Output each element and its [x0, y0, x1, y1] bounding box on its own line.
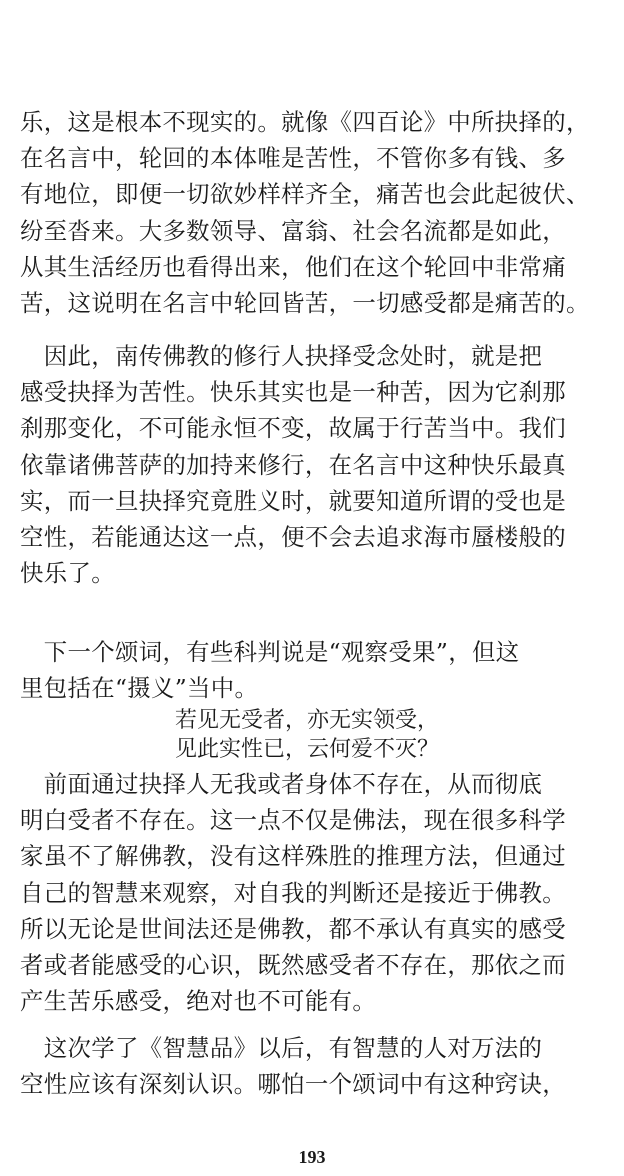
paragraph-samsara-suffering: 乐，这是根本不现实的。就像《四百论》中所抉择的， 在名言中，轮回的本体唯是苦性，不管你多有钱、多 有地位，即便一切欲妙样样齐全，痛苦也会此起彼伏、 纷至沓来。大多数领导、富翁、社会名流都是如此， 从其生活经历也看得出来，他们在这个轮回中非常痛 苦，这说明在名言中轮回皆苦，一切感受都是痛苦的。: [20, 108, 590, 318]
paragraph-next-verse-intro: 下一个颂词，有些科判说是“观察受果”，但这 里包括在“摄义”当中。: [20, 638, 520, 703]
verse-quote: 若见无受者，亦无实领受， 见此实性已，云何爱不灭？: [175, 708, 440, 762]
paragraph-no-experiencer: 前面通过抉择人无我或者身体不存在，从而彻底 明白受者不存在。这一点不仅是佛法，现在很多科学 家虽不了解佛教，没有这样殊胜的推理方法，但通过 自己的智慧来观察，对自我的判断还是接近于佛教。 所以无论是世间法还是佛教，都不承认有真实的感受 者或者能感受的心识，既然感受者不存在，那依之而 产生苦乐感受，绝对也不可能有。: [20, 770, 567, 1016]
paragraph-wisdom-chapter: 这次学了《智慧品》以后，有智慧的人对万法的 空性应该有深刻认识。哪怕一个颂词中有这种窍诀，: [20, 1034, 567, 1099]
page-number: 193: [298, 1147, 326, 1167]
paragraph-feeling-as-suffering: 因此，南传佛教的修行人抉择受念处时，就是把 感受抉择为苦性。快乐其实也是一种苦，因为它刹那 刹那变化，不可能永恒不变，故属于行苦当中。我们 依靠诸佛菩萨的加持来修行，在名言中这种快乐最真 实，而一旦抉择究竟胜义时，就要知道所谓的受也是 空性，若能通达这一点，便不会去追求海市蜃楼般的 快乐了。: [20, 342, 567, 588]
